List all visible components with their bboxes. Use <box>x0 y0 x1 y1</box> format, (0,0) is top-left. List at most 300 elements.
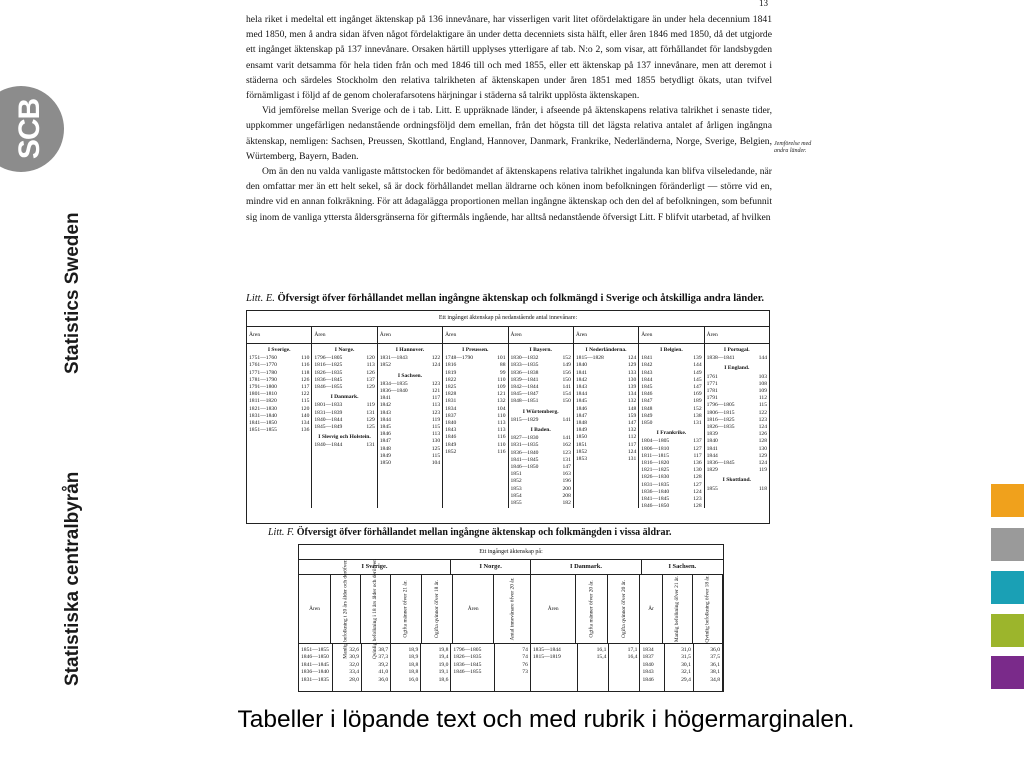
table-cell: 76 <box>522 661 528 668</box>
table-row <box>511 486 571 493</box>
table-row <box>576 355 636 362</box>
year-range: 1771—1780 <box>249 369 277 376</box>
table-row <box>641 460 701 467</box>
table-e-title: Öfversigt öfver förhållandet mellan ingångne äktenskap och folkmängd i Sverige och åtskilliga andra länder. <box>277 293 765 304</box>
table-row <box>576 398 636 405</box>
year-range: 1834 <box>445 405 457 412</box>
year-range: 1771 <box>706 380 718 387</box>
table-cell: 16,0 <box>408 676 419 683</box>
year-range: 1841 <box>641 355 653 362</box>
table-e-label: Litt. E. <box>246 293 275 304</box>
table-row <box>249 362 309 369</box>
year-range: 1848 <box>641 405 653 412</box>
ratio-value: 124 <box>758 424 767 431</box>
table-row <box>314 417 374 424</box>
year-range: 1843 <box>575 384 588 391</box>
table-f-subheader <box>453 575 494 643</box>
table-e-country: I Baden. <box>530 427 551 434</box>
table-row <box>576 449 636 456</box>
table-cell: 16,4 <box>627 654 638 661</box>
table-row <box>380 395 440 402</box>
year-range: 1853 <box>575 456 588 463</box>
ratio-value: 131 <box>366 409 375 416</box>
ratio-value: 147 <box>693 384 702 391</box>
table-row <box>576 456 636 463</box>
ratio-value: 130 <box>758 445 767 452</box>
subheader-text: Ogifta qvinnor öfver 20 år. <box>620 580 627 638</box>
year-range: 1844 <box>641 376 653 383</box>
ratio-value: 116 <box>497 448 506 455</box>
ratio-value: 103 <box>758 373 767 380</box>
table-cell: 32,0 <box>349 661 360 668</box>
table-cell: 19,0 <box>438 661 449 668</box>
ratio-value: 115 <box>431 452 441 459</box>
ratio-value: 126 <box>300 376 310 383</box>
year-range: 1841 <box>575 369 588 376</box>
year-range: 1761—1770 <box>249 362 277 369</box>
ratio-value: 127 <box>693 481 702 488</box>
table-e-country: I England. <box>724 365 750 372</box>
table-row <box>641 391 701 398</box>
year-range: 1801—1810 <box>249 391 277 398</box>
table-row <box>576 384 636 391</box>
table-row <box>576 434 636 441</box>
ratio-value: 132 <box>627 427 637 434</box>
table-cell: 36,0 <box>710 647 721 653</box>
ratio-value: 137 <box>366 376 375 383</box>
table-row <box>511 398 571 405</box>
table-row <box>380 381 440 388</box>
year-range: 1821—1830 <box>249 405 277 412</box>
group-danmark: I Danmark. <box>531 560 641 574</box>
body-text <box>246 0 772 225</box>
year-range: 1806—1815 <box>706 409 735 416</box>
table-cell: 32,6 <box>349 647 360 653</box>
table-row <box>511 377 571 384</box>
table-cell: 18,6 <box>438 676 449 683</box>
year-range: 1829 <box>706 467 718 474</box>
table-e-country: I Danmark. <box>330 394 359 401</box>
ratio-value: 110 <box>497 441 506 448</box>
table-cell: 19,4 <box>438 654 449 661</box>
ratio-value: 138 <box>693 412 702 419</box>
table-cell: 16,1 <box>596 647 607 653</box>
ratio-value: 112 <box>628 434 637 441</box>
table-f-data <box>299 644 723 692</box>
table-cell: 33,4 <box>349 669 360 676</box>
ratio-value: 154 <box>562 391 571 398</box>
table-row <box>641 453 701 460</box>
table-e-col-head: Åren <box>509 327 573 344</box>
table-row <box>641 362 701 369</box>
table-f-subheader <box>608 575 640 643</box>
table-row <box>249 420 309 427</box>
year-range: 1781 <box>706 388 718 395</box>
year-range: 1847 <box>575 412 588 419</box>
table-f-data-column <box>640 644 664 692</box>
ratio-value: 123 <box>431 409 441 416</box>
table-e-country: I Portugal. <box>723 347 750 353</box>
table-row <box>380 460 440 467</box>
table-row <box>445 391 505 398</box>
ratio-value: 134 <box>300 420 310 427</box>
ratio-value: 132 <box>497 398 506 405</box>
group-sachsen: I Sachsen. <box>668 563 697 570</box>
ratio-value: 124 <box>627 355 637 362</box>
year-range: 1831—1839 <box>314 409 343 416</box>
table-row <box>380 453 440 460</box>
table-row <box>641 474 701 481</box>
brand-name-english: Statistics Sweden <box>62 212 83 374</box>
ratio-value: 128 <box>758 438 767 445</box>
year-range: 1839—1841 <box>510 376 539 383</box>
subheader-text: Manlig befolkning i 20 års ålder och deröfver. <box>342 559 349 659</box>
table-row <box>576 377 636 384</box>
year-range: 1845—1847 <box>510 391 539 398</box>
ratio-value: 99 <box>499 369 506 376</box>
ratio-value: 124 <box>431 362 441 369</box>
table-cell: 1840 <box>642 661 654 668</box>
table-row <box>445 413 505 420</box>
year-range: 1847 <box>641 398 653 405</box>
year-range: 1852 <box>445 448 457 455</box>
ratio-value: 101 <box>497 355 506 362</box>
table-row <box>641 406 701 413</box>
table-row <box>314 424 374 431</box>
table-f-data-column <box>609 644 640 692</box>
ratio-value: 123 <box>562 449 571 456</box>
table-row <box>641 489 701 496</box>
ratio-value: 152 <box>562 355 571 362</box>
table-cell: 19,8 <box>438 647 449 653</box>
year-range: 1836—1840 <box>379 388 408 395</box>
subheader-text: Ogifta männer öfver 21 år. <box>403 580 410 638</box>
ratio-value: 104 <box>431 460 441 467</box>
table-row <box>445 362 505 369</box>
table-row <box>576 442 636 449</box>
ratio-value: 130 <box>431 438 441 445</box>
ratio-value: 117 <box>628 441 637 448</box>
table-row <box>511 471 571 478</box>
year-range: 1841 <box>706 445 718 452</box>
year-range: 1841 <box>379 395 391 402</box>
year-range: 1839 <box>706 431 718 438</box>
table-f-data-column <box>578 644 609 692</box>
year-range: 1841—1845 <box>641 496 670 503</box>
year-range: 1761 <box>706 373 718 380</box>
year-range: 1811—1820 <box>249 398 277 405</box>
year-range: 1851 <box>575 441 588 448</box>
table-f <box>298 544 724 692</box>
scb-logo-text: SCB <box>13 98 46 160</box>
table-row <box>511 450 571 457</box>
ratio-value: 109 <box>758 388 767 395</box>
year-range: 1748—1790 <box>445 355 474 362</box>
ratio-value: 116 <box>497 434 506 441</box>
table-f-subheader <box>663 575 693 643</box>
table-e-col-head: Åren <box>312 327 376 344</box>
table-row <box>641 420 701 427</box>
ratio-value: 112 <box>758 395 767 402</box>
table-row <box>511 493 571 500</box>
ratio-value: 110 <box>301 355 310 362</box>
year-range: 1850 <box>641 420 653 427</box>
year-range: 1854 <box>510 492 522 499</box>
subheader-text: Åren <box>309 606 320 612</box>
table-row <box>511 384 571 391</box>
year-range: 1833—1835 <box>510 362 539 369</box>
year-range: 1840 <box>445 420 457 427</box>
year-range: 1846 <box>641 391 653 398</box>
year-range: 1846—1855 <box>314 384 343 391</box>
ratio-value: 150 <box>562 398 571 405</box>
ratio-value: 141 <box>562 416 571 423</box>
paragraph-1: hela riket i medeltal ett ingånget äktenskap på 136 innevånare, har visserligen varit litet ofördelaktigare än under hela decennium 1841 med 1850, men å andra sidan äfven något fördelaktigare än under detta decenniets sista hälft, eller åren 1846 med 1850, då det utgjorde ett ingånget äktenskap på 137 innevånare. Orsaken härtill upplyses ytterligare af tab. N:o 2, som visar, att förhållandet för landsbygden ensamt varit detsamma för hela tiden från och med 1846 till och med 1855, eller ett äktenskap på 137 innevånare, men att deremot i städerna och särdeles Stockholm den relativa talrikheten af äktenskapen under åren 1851 med 1855 betydligt ökats, utan tvifvel förnämligast i följd af de genom cholerafarsotens härjningar i städerna så talrikt upplösta äktenskapen. <box>246 14 772 102</box>
table-cell: 1851—1855 <box>301 647 329 653</box>
table-e-column <box>639 327 704 508</box>
year-range: 1847 <box>379 438 391 445</box>
year-range: 1848—1851 <box>510 398 539 405</box>
ratio-value: 121 <box>431 388 441 395</box>
subheader-text: Qvinlig befolkning i 18 års ålder och deröfver. <box>372 558 379 660</box>
table-f-data-column <box>665 644 694 692</box>
year-range: 1844 <box>379 416 391 423</box>
table-row <box>707 381 767 388</box>
table-row <box>576 362 636 369</box>
table-row <box>249 398 309 405</box>
table-e-columns <box>247 327 769 508</box>
year-range: 1836—1845 <box>314 376 343 383</box>
year-range: 1834—1835 <box>379 380 408 387</box>
table-row <box>380 424 440 431</box>
table-f-subheader <box>576 575 608 643</box>
table-row <box>249 427 309 434</box>
table-row <box>511 500 571 507</box>
ratio-value: 131 <box>627 456 637 463</box>
table-f-groups <box>299 560 723 575</box>
table-row <box>249 413 309 420</box>
paragraph-2: Vid jemförelse mellan Sverige och de i tab. Litt. E uppräknade länder, i afseende på äktenskapens relativa talrikhet i senaste tider, uppkommer ungefärligen nedanstående ordningsföljd dem emellan, från det högsta till det lägsta relativa antalet af årligen ingångna äktenskap, nemligen: Sachsen, Preussen, Skottland, England, Hannover, Danmark, Frankrike, Nederländerna, Norge, Sverige, Belgien, Würtemberg, Bayern, Baden. <box>246 105 772 162</box>
table-cell: 36,1 <box>710 661 721 668</box>
green-swatch <box>991 614 1024 647</box>
table-cell: 28,0 <box>349 676 360 683</box>
table-e-country: I Preussen. <box>462 347 489 353</box>
ratio-value: 126 <box>366 369 375 376</box>
ratio-value: 121 <box>497 391 506 398</box>
table-row <box>641 496 701 503</box>
table-e-country: I Sachsen. <box>397 372 423 379</box>
ratio-value: 113 <box>366 362 375 369</box>
table-row <box>380 431 440 438</box>
table-e-column <box>443 327 508 508</box>
ratio-value: 117 <box>301 384 310 391</box>
ratio-value: 131 <box>693 420 702 427</box>
table-cell: 18,8 <box>408 661 419 668</box>
table-e-caption <box>246 293 772 304</box>
ratio-value: 163 <box>562 471 571 478</box>
table-e-country: I Nederländerna. <box>585 347 627 353</box>
table-f-data-column <box>694 644 723 692</box>
table-row <box>445 442 505 449</box>
table-row <box>511 370 571 377</box>
table-e-country: I Bayern. <box>529 347 552 353</box>
year-range: 1843 <box>641 369 653 376</box>
table-row <box>576 413 636 420</box>
ratio-value: 147 <box>562 464 571 471</box>
ratio-value: 122 <box>300 391 310 398</box>
table-row <box>707 424 767 431</box>
table-cell: 1837 <box>642 654 654 661</box>
table-cell: 1846—1855 <box>453 669 482 676</box>
year-range: 1843 <box>379 409 391 416</box>
ratio-value: 110 <box>497 376 506 383</box>
ratio-value: 159 <box>627 412 637 419</box>
ratio-value: 130 <box>693 467 702 474</box>
table-row <box>641 377 701 384</box>
table-row <box>314 355 374 362</box>
year-range: 1838—1841 <box>706 355 735 362</box>
year-range: 1811—1815 <box>641 452 670 459</box>
table-row <box>249 384 309 391</box>
table-row <box>445 434 505 441</box>
table-e-column <box>705 327 769 508</box>
ratio-value: 129 <box>366 384 375 391</box>
table-cell: 30,1 <box>681 661 691 668</box>
table-cell: 1836—1840 <box>301 669 329 676</box>
ratio-value: 118 <box>758 485 767 492</box>
table-row <box>641 384 701 391</box>
ratio-value: 196 <box>562 478 571 485</box>
ratio-value: 113 <box>497 427 506 434</box>
ratio-value: 115 <box>431 424 441 431</box>
ratio-value: 88 <box>499 362 506 369</box>
year-range: 1781—1790 <box>249 376 277 383</box>
ratio-value: 128 <box>693 503 702 508</box>
table-f-data-column <box>299 644 333 692</box>
year-range: 1840—1844 <box>314 416 343 423</box>
ratio-value: 132 <box>627 398 637 405</box>
table-e-col-head: Åren <box>574 327 638 344</box>
table-cell: 39,2 <box>378 661 389 668</box>
year-range: 1815—1828 <box>575 355 604 362</box>
table-cell: 31,5 <box>681 654 691 661</box>
year-range: 1846 <box>575 405 588 412</box>
subheader-text: Manlig befolkning öfver 21 år. <box>674 575 681 643</box>
table-f-data-column <box>495 644 531 692</box>
table-f-data-column <box>391 644 421 692</box>
table-cell: 17,1 <box>627 647 638 653</box>
year-range: 1849 <box>379 452 391 459</box>
table-row <box>380 417 440 424</box>
table-row <box>641 413 701 420</box>
ratio-value: 110 <box>497 412 506 419</box>
ratio-value: 109 <box>497 384 506 391</box>
table-cell: 1826—1835 <box>453 654 482 661</box>
year-range: 1849 <box>641 412 653 419</box>
table-row <box>707 467 767 474</box>
year-range: 1850 <box>575 434 588 441</box>
ratio-value: 129 <box>366 416 375 423</box>
table-cell: 18,8 <box>408 669 419 676</box>
subheader-text: Åren <box>467 606 479 612</box>
year-range: 1849 <box>445 441 457 448</box>
year-range: 1841—1850 <box>249 420 277 427</box>
ratio-value: 127 <box>693 445 702 452</box>
table-cell: 18,9 <box>408 647 419 653</box>
table-e-column <box>574 327 639 508</box>
group-sverige: I Sverige. <box>299 560 451 574</box>
table-row <box>511 362 571 369</box>
year-range: 1830—1832 <box>510 355 539 362</box>
ratio-value: 125 <box>431 445 441 452</box>
table-cell: 41,0 <box>378 669 389 676</box>
table-e-col-head: Åren <box>639 327 703 344</box>
year-range: 1843 <box>445 427 457 434</box>
ratio-value: 117 <box>431 395 441 402</box>
table-row <box>511 417 571 424</box>
year-range: 1837 <box>445 412 457 419</box>
year-range: 1853 <box>510 485 522 492</box>
table-row <box>249 377 309 384</box>
year-range: 1836—1840 <box>510 449 539 456</box>
ratio-value: 125 <box>366 424 375 431</box>
table-row <box>249 370 309 377</box>
year-range: 1822 <box>445 376 457 383</box>
year-range: 1796—1805 <box>706 402 735 409</box>
table-f-label: Litt. F. <box>268 527 295 538</box>
table-f-subheader <box>693 575 723 643</box>
year-range: 1846 <box>445 434 457 441</box>
year-range: 1846 <box>379 431 391 438</box>
table-row <box>707 486 767 493</box>
year-range: 1840—1844 <box>314 442 343 449</box>
ratio-value: 108 <box>758 380 767 387</box>
year-range: 1831—1840 <box>249 412 277 419</box>
ratio-value: 182 <box>562 500 571 507</box>
table-row <box>576 391 636 398</box>
year-range: 1831 <box>445 398 457 405</box>
ratio-value: 117 <box>693 452 702 459</box>
year-range: 1828 <box>445 391 457 398</box>
table-row <box>380 402 440 409</box>
table-f-subheader <box>299 575 331 643</box>
year-range: 1816—1825 <box>706 416 735 423</box>
ratio-value: 141 <box>562 435 571 442</box>
table-cell: 19,1 <box>438 669 449 676</box>
table-row <box>511 442 571 449</box>
table-row <box>707 438 767 445</box>
ratio-value: 139 <box>627 384 637 391</box>
table-row <box>380 410 440 417</box>
ratio-value: 136 <box>300 427 310 434</box>
ratio-value: 115 <box>758 402 767 409</box>
ratio-value: 189 <box>693 398 702 405</box>
table-row <box>445 384 505 391</box>
ratio-value: 162 <box>562 442 571 449</box>
table-cell: 1834 <box>642 647 654 653</box>
table-cell: 36,0 <box>378 676 389 683</box>
table-e-column <box>378 327 443 508</box>
table-e-country: I Norge. <box>334 347 355 353</box>
table-cell: 1831—1835 <box>301 676 329 683</box>
year-range: 1855 <box>706 485 718 492</box>
year-range: 1842—1844 <box>510 384 539 391</box>
slide-caption: Tabeller i löpande text och med rubrik i högermarginalen. <box>237 706 855 733</box>
ratio-value: 129 <box>758 452 767 459</box>
ratio-value: 122 <box>431 355 441 362</box>
table-cell: 1835—1844 <box>532 647 561 653</box>
year-range: 1791 <box>706 395 718 402</box>
